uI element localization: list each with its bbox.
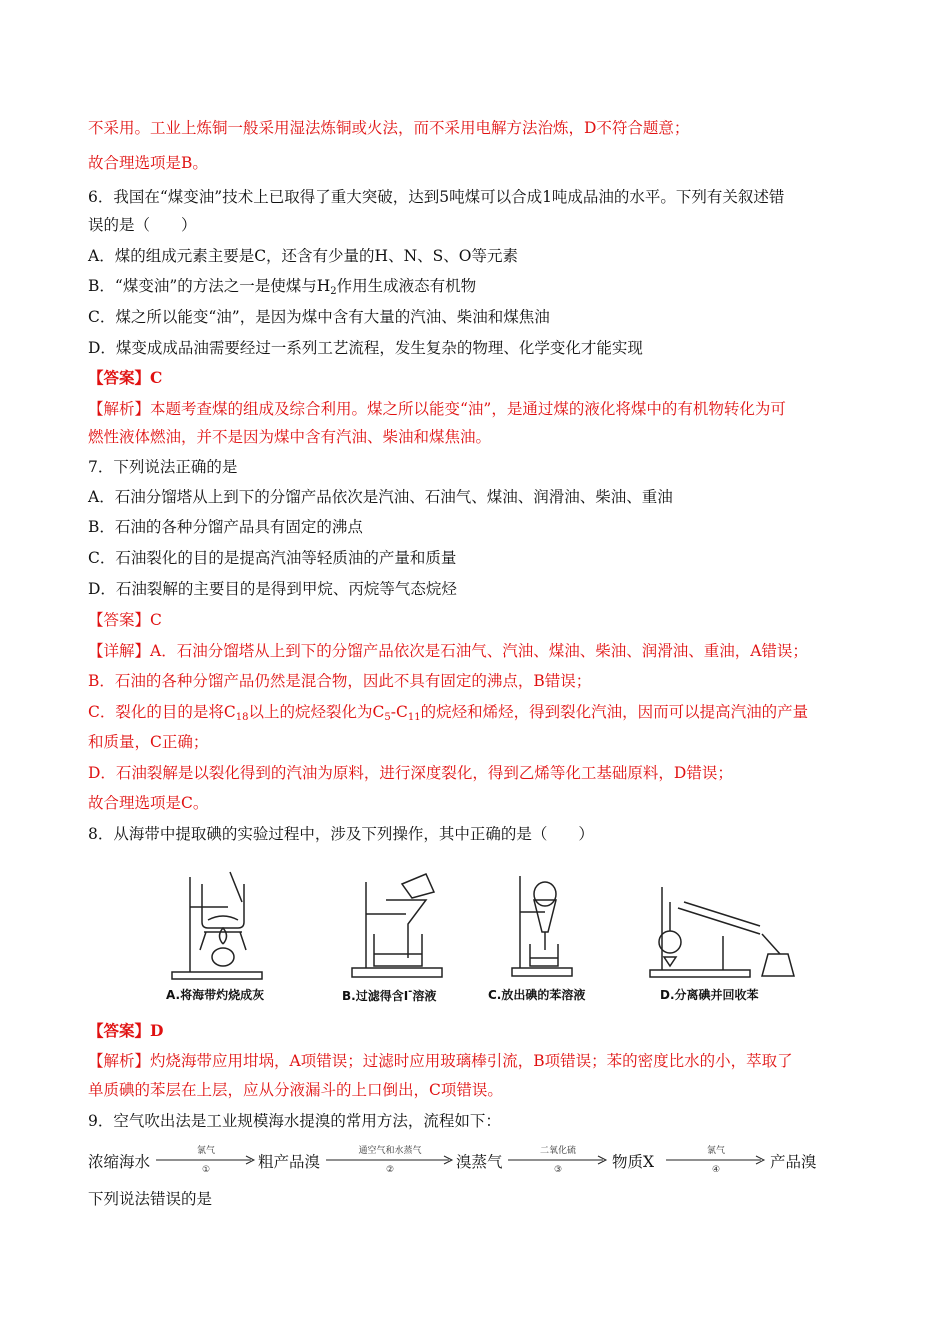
flow-node: 粗产品溴 bbox=[258, 1153, 321, 1171]
option-a: A．石油分馏塔从上到下的分馏产品依次是汽油、石油气、煤油、润滑油、柴油、重油 bbox=[88, 488, 673, 506]
option-c: C．煤之所以能变“油”，是因为煤中含有大量的汽油、柴油和煤焦油 bbox=[88, 308, 550, 326]
option-c: C．石油裂化的目的是提高汽油等轻质油的产量和质量 bbox=[88, 549, 457, 567]
option-b: B．石油的各种分馏产品具有固定的沸点 bbox=[88, 518, 363, 536]
answer: 【答案】C bbox=[88, 611, 162, 629]
explanation: 【解析】灼烧海带应用坩埚，A项错误；过滤时应用玻璃棒引流，B项错误；苯的密度比水的小，萃取了 bbox=[88, 1052, 793, 1070]
apparatus-drawings bbox=[150, 862, 810, 984]
explanation: 燃性液体燃油，并不是因为煤中含有汽油、柴油和煤焦油。 bbox=[88, 428, 492, 446]
process-flow bbox=[88, 1140, 848, 1180]
text-line: 不采用。工业上炼铜一般采用湿法炼铜或火法，而不采用电解方法治炼，D不符合题意； bbox=[88, 119, 690, 137]
answer: 【答案】C bbox=[88, 368, 163, 387]
text-line: 故合理选项是B。 bbox=[88, 154, 208, 172]
apparatus-figures bbox=[150, 862, 810, 1012]
flow-node: 溴蒸气 bbox=[456, 1153, 503, 1171]
detail: 【详解】A．石油分馏塔从上到下的分馏产品依次是石油气、汽油、煤油、柴油、润滑油、重油，A错误； bbox=[88, 642, 808, 660]
figure-d-drawing bbox=[650, 887, 794, 977]
question-6: 6．我国在“煤变油”技术上已取得了重大突破，达到5吨煤可以合成1吨成品油的水平。下列有关叙述错 bbox=[88, 188, 785, 206]
flow-arrow: 氯气 ④ bbox=[666, 1140, 766, 1180]
text-line: 误的是（ ） bbox=[88, 216, 197, 234]
question-8: 8．从海带中提取碘的实验过程中，涉及下列操作，其中正确的是（ ） bbox=[88, 825, 594, 843]
flow-arrow: 通空气和水蒸气 ② bbox=[326, 1140, 454, 1180]
conclusion: 故合理选项是C。 bbox=[88, 794, 209, 812]
explanation: 【解析】本题考查煤的组成及综合利用。煤之所以能变“油”，是通过煤的液化将煤中的有机物转化为可 bbox=[88, 400, 786, 418]
flow-arrow: 二氧化硫 ③ bbox=[508, 1140, 608, 1180]
figure-b-caption: B.过滤得含I-溶液 bbox=[342, 986, 437, 1003]
figure-c-caption: C.放出碘的苯溶液 bbox=[488, 988, 586, 1002]
answer: 【答案】D bbox=[88, 1021, 164, 1040]
detail: C．裂化的目的是将$C_{18}$以上的烷烃裂化为$C_5-C_{11}$的烷烃和烯烃，得到裂化汽油，因而可以提高汽油的产量 bbox=[88, 703, 809, 723]
text-line: 下列说法错误的是 bbox=[88, 1190, 213, 1208]
flow-node: 产品溴 bbox=[770, 1153, 817, 1171]
figure-c-drawing bbox=[512, 876, 572, 976]
question-9: 9．空气吹出法是工业规模海水提溴的常用方法，流程如下： bbox=[88, 1112, 501, 1130]
explanation: 单质碘的苯层在上层，应从分液漏斗的上口倒出，C项错误。 bbox=[88, 1081, 503, 1099]
detail: 和质量，C正确； bbox=[88, 733, 209, 751]
option-a: A．煤的组成元素主要是C，还含有少量的H、N、S、O等元素 bbox=[88, 247, 518, 265]
flow-arrow: 氯气 ① bbox=[156, 1140, 256, 1180]
option-d: D．石油裂解的主要目的是得到甲烷、丙烷等气态烷烃 bbox=[88, 580, 457, 598]
figure-d-caption: D.分离碘并回收苯 bbox=[660, 988, 759, 1002]
figure-a-drawing bbox=[172, 872, 262, 979]
option-d: D．煤变成成品油需要经过一系列工艺流程，发生复杂的物理、化学变化才能实现 bbox=[88, 339, 643, 357]
flow-node: 物质X bbox=[612, 1153, 655, 1171]
flow-node: 浓缩海水 bbox=[88, 1153, 151, 1171]
question-7: 7．下列说法正确的是 bbox=[88, 458, 238, 476]
detail: D．石油裂解是以裂化得到的汽油为原料，进行深度裂化，得到乙烯等化工基础原料，D错误； bbox=[88, 764, 733, 782]
detail: B．石油的各种分馏产品仍然是混合物，因此不具有固定的沸点，B错误； bbox=[88, 672, 592, 690]
option-b: B．“煤变油”的方法之一是使煤与$H_2$作用生成液态有机物 bbox=[88, 277, 477, 297]
figure-a-caption: A.将海带灼烧成灰 bbox=[166, 988, 265, 1002]
figure-b-drawing bbox=[352, 874, 442, 977]
